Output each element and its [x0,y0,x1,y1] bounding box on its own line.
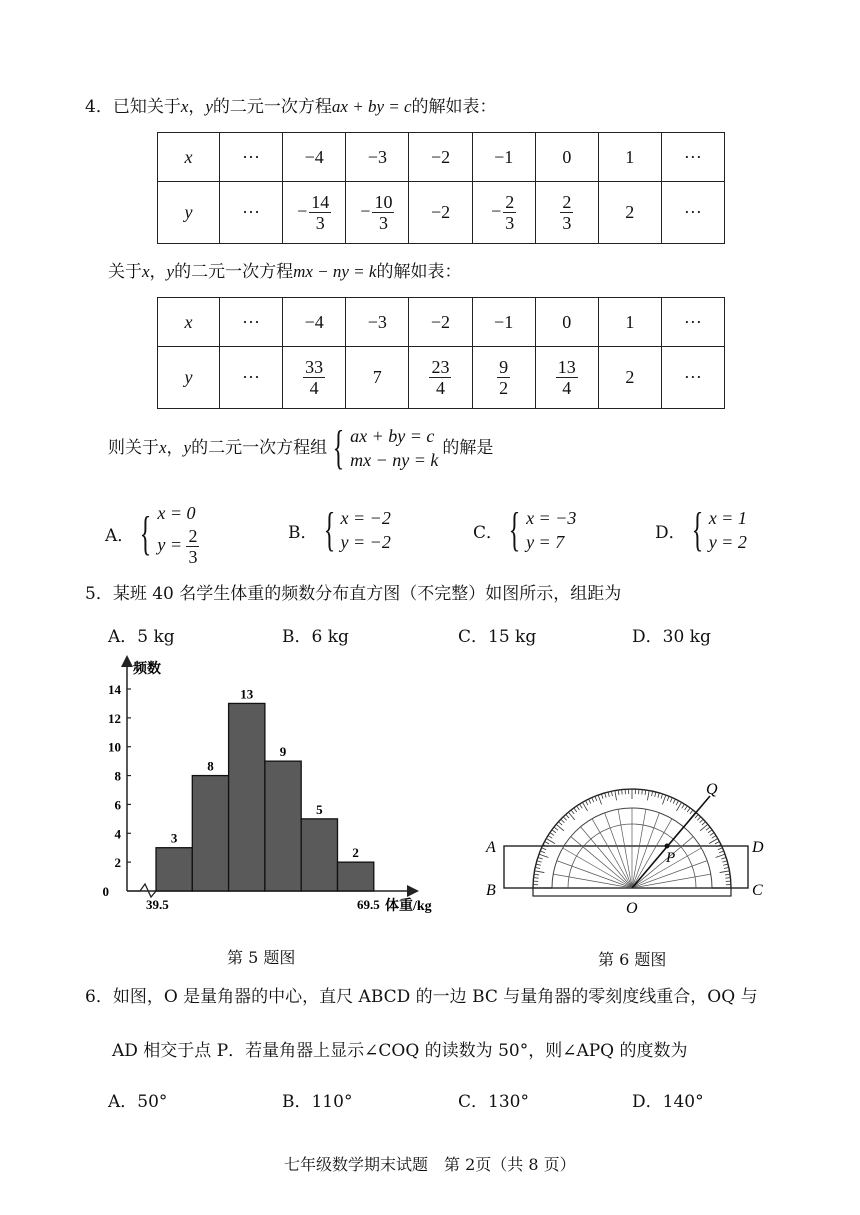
equation-system: { ax + by = c mx − ny = k [332,421,439,474]
x-axis-label: 体重/kg [385,899,432,914]
protractor-tick [697,817,700,821]
table-cell: ··· [219,182,282,244]
protractor-tick [718,848,723,850]
brace-icon: { [508,503,521,556]
fraction [303,357,325,398]
protractor-tick [589,799,591,803]
protractor-tick [712,836,716,839]
table-cell: 2 [598,182,661,244]
protractor-tick [658,793,659,798]
histogram-bar [301,819,337,891]
table-cell [283,347,346,409]
protractor-tick [608,792,609,797]
protractor-tick [586,801,588,805]
fraction [360,192,394,233]
table-cell: x [158,133,220,182]
page-footer: 七年级数学期末试题 第 2页（共 8 页） [284,1155,576,1174]
protractor-tick [725,878,730,879]
table-cell: ··· [661,347,724,409]
q4-option-a[interactable]: A． { x = 0 y = $\frac{2}{3}$ [105,503,198,567]
fraction-numerator: 33 [305,357,324,377]
protractor-tick [537,861,542,862]
brace-icon: { [691,503,703,556]
y-tick-label: 14 [108,682,121,697]
fraction-denominator: 4 [309,378,319,398]
figure-6-caption: 第 6 题图 [598,950,667,969]
brace-icon: { [332,421,345,474]
protractor-tick [670,798,672,803]
q4-mid: 关于x，y的二元一次方程mx − ny = k的解如表： [108,262,462,282]
table-cell: −3 [346,133,409,182]
protractor-tick [725,874,730,875]
y-tick-label: 2 [114,855,121,871]
label-b: B [486,882,496,899]
protractor-tick [542,848,547,850]
brace-icon: { [140,506,152,560]
table-cell: 7 [346,347,409,409]
q4-option-c[interactable]: C． { x = −3 y = 7 [473,503,577,556]
table-cell: 0 [535,298,598,347]
q4-option-b[interactable]: B． { x = −2 y = −2 [288,503,391,556]
q4-stem: 4．已知关于x，y的二元一次方程ax + by = c的解如表： [85,97,497,117]
table-cell: ··· [219,298,282,347]
table-cell [472,182,535,244]
y-tick-label: 4 [114,826,121,842]
protractor-tick [661,794,663,799]
protractor-base [533,888,731,896]
protractor-tick [561,819,565,822]
protractor-tick [673,799,675,803]
protractor-tick [601,794,603,799]
protractor-tick [687,808,690,812]
protractor-tick [571,810,574,814]
bar-value-label: 8 [207,758,214,774]
frequency-histogram [95,655,455,920]
table-cell: 0 [535,133,598,182]
fraction-denominator: 3 [315,213,325,233]
fraction-numerator: 14 [311,192,330,212]
brace-icon: { [323,503,335,556]
protractor-tick [539,854,548,857]
x-end-label: 69.5 [357,897,380,912]
table-cell [283,182,346,244]
table-cell: ··· [661,298,724,347]
protractor-tick [540,851,545,853]
protractor-figure [480,778,780,918]
protractor-tick [592,798,594,803]
label-o: O [626,900,638,917]
bar-value-label: 9 [279,744,287,760]
table-cell: 1 [598,133,661,182]
protractor-tick [716,854,725,857]
protractor-tick [580,804,583,808]
protractor-tick [720,871,730,873]
histogram-bar [192,776,228,891]
table-cell: 1 [598,298,661,347]
protractor-tick [682,804,685,808]
y-tick-label: 8 [114,768,121,784]
label-p: P [666,850,676,866]
protractor-tick [605,793,606,798]
table-cell: 2 [598,347,661,409]
label-d: D [752,839,764,856]
protractor-tick [702,822,706,825]
table-cell: −2 [409,298,472,347]
solution-table-1 [157,132,725,244]
table-cell: ··· [219,133,282,182]
label-c: C [752,882,763,899]
fraction-denominator: 3 [562,213,572,233]
protractor-tick [611,791,612,796]
x-start-label: 39.5 [146,897,169,912]
protractor-tick [724,867,729,868]
table-cell: x [158,298,220,347]
protractor-tick [598,795,601,804]
q6-option-c[interactable]: C．130° [458,1092,529,1112]
figure-5-caption: 第 5 题图 [227,948,296,967]
fraction [429,357,451,398]
protractor-tick [676,801,678,805]
q5-option-b[interactable]: B．6 kg [282,627,349,647]
fraction [560,192,573,233]
protractor-tick [723,864,728,865]
table-cell: −2 [409,182,472,244]
table-cell: ··· [219,347,282,409]
point-p [665,844,670,849]
fraction-denominator: 3 [505,213,515,233]
fraction-denominator: 3 [378,213,388,233]
minus-sign: − [491,200,502,221]
fraction-numerator: 2 [562,192,572,212]
q5-option-d[interactable]: D．30 kg [632,627,711,647]
table-cell [535,347,598,409]
bar-value-label: 5 [316,801,323,817]
fraction-numerator: 13 [557,357,576,377]
protractor-tick [695,814,698,818]
protractor-tick [563,817,566,821]
bar-value-label: 3 [170,830,178,846]
label-q: Q [706,781,718,798]
y-tick-label: 10 [108,739,121,755]
bar-value-label: 2 [352,845,359,861]
label-a: A [486,839,496,856]
minus-sign: − [360,200,371,221]
protractor-tick [662,795,665,804]
bar-value-label: 13 [240,686,254,702]
protractor-tick [538,857,543,859]
fraction-numerator: 10 [374,192,393,212]
protractor-tick [655,792,656,797]
table-cell [535,182,598,244]
table-cell: y [158,182,220,244]
protractor-tick [577,806,580,810]
protractor-tick [558,822,562,825]
q6-stem-line1: 6．如图，O 是量角器的中心，直尺 ABCD 的一边 BC 与量角器的零刻度线重合，OQ 与 [85,987,758,1007]
protractor-tick [548,836,552,839]
protractor-tick [552,830,556,833]
fraction [556,357,578,398]
table-cell: −1 [472,133,535,182]
q6-stem-line2: AD 相交于点 P．若量角器上显示∠COQ 的读数为 50°，则∠APQ 的度数为 [112,1041,688,1061]
protractor-tick [685,806,688,810]
fraction [297,192,331,233]
table-cell: −1 [472,298,535,347]
protractor-tick [642,790,643,795]
protractor-tick [534,878,539,879]
protractor-tick [622,790,623,795]
q5-stem: 5．某班 40 名学生体重的频数分布直方图（不完整）如图所示，组距为 [85,584,622,604]
fraction-denominator: 2 [499,378,509,398]
protractor-tick [722,861,727,862]
protractor-tick [618,790,619,795]
fraction [497,357,510,398]
minus-sign: − [297,200,308,221]
protractor-tick [708,830,712,833]
table-cell: −4 [283,133,346,182]
histogram-bar [338,862,374,891]
q5-option-c[interactable]: C．15 kg [458,627,537,647]
table-cell: −3 [346,298,409,347]
fraction [491,192,516,233]
table-cell [409,347,472,409]
q4-option-d[interactable]: D． { x = 1 y = 2 [655,503,747,556]
protractor-tick [700,819,704,822]
table-cell: −2 [409,133,472,182]
protractor-tick [652,791,653,796]
y-tick-label: 0 [102,884,109,899]
protractor-tick [574,808,577,812]
histogram-bar [229,703,265,891]
q6-option-b[interactable]: B．110° [282,1092,353,1112]
fraction-denominator: 4 [562,378,572,398]
y-tick-label: 6 [114,797,121,813]
q4-question: 则关于 x ， y 的二元一次方程组 { ax + by = c mx − ny = k 的解是 [108,421,494,474]
histogram-bar [265,761,301,891]
table-cell: y [158,347,220,409]
solution-table-2 [157,297,725,409]
fraction-numerator: 9 [499,357,509,377]
protractor-tick [706,827,710,830]
table-cell: ··· [661,133,724,182]
protractor-tick [545,842,549,844]
protractor-tick [536,864,541,865]
ray-oq [632,796,710,888]
y-axis-label: 频数 [133,662,161,677]
protractor-tick [721,857,726,859]
fraction-numerator: 2 [505,192,515,212]
q6-option-a[interactable]: A．50° [108,1092,168,1112]
protractor-tick [710,833,714,836]
protractor-tick [645,790,646,795]
protractor-tick [667,796,669,801]
table-cell [346,182,409,244]
protractor-tick [647,791,649,801]
fraction-denominator: 4 [435,378,445,398]
protractor-tick [554,827,558,830]
table-cell: −4 [283,298,346,347]
protractor-tick [550,833,554,836]
protractor-tick [715,842,719,844]
table-cell: ··· [661,182,724,244]
protractor-rays [552,808,712,888]
protractor-tick [615,791,617,801]
table-cell [472,347,535,409]
histogram-bar [156,848,192,891]
protractor-tick [719,851,724,853]
fraction-numerator: 23 [431,357,450,377]
protractor-tick [566,814,569,818]
protractor-tick [534,874,539,875]
protractor-tick [535,867,540,868]
protractor-tick [535,871,545,873]
y-tick-label: 12 [108,710,121,726]
q6-option-d[interactable]: D．140° [632,1092,704,1112]
protractor-tick [690,810,693,814]
protractor-tick [595,796,597,801]
q5-option-a[interactable]: A．5 kg [108,627,175,647]
